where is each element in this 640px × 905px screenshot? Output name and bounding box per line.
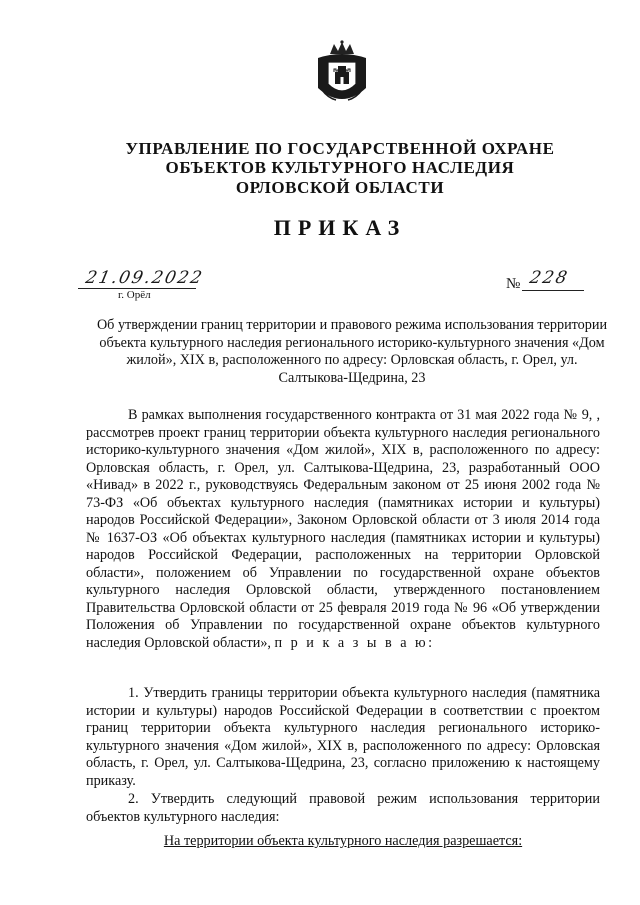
number-underline — [522, 290, 584, 291]
handwritten-number: 228 — [527, 268, 571, 288]
number-sign: № — [506, 276, 521, 292]
document-type-title: ПРИКАЗ — [273, 215, 407, 240]
agency-name-line-1: УПРАВЛЕНИЕ ПО ГОСУДАРСТВЕННОЙ ОХРАНЕ — [125, 139, 555, 158]
preamble-paragraph — [86, 407, 600, 652]
coat-of-arms-icon — [314, 40, 370, 110]
handwritten-date: 21.09.2022 — [83, 268, 206, 288]
preamble-text: В рамках выполнения государственного контракта от 31 мая 2022 года № 9, , рассмотрев проект границ территории объекта культурного наследия регионального историко-культурного значения «Дом жилой», XIX в, расположенного по адресу: Орловская область, г. Орел, ул. Салтыкова-Щедрина, 23, разработанный ООО «Нивад» в 2022 г., руководствуясь Федеральным законом от 25 июня 2002 года № 73-ФЗ «Об объектах культурного наследия (памятниках истории и культуры) народов Российской Федерации», Законом Орловской области от 3 июля 2014 года № 1637-ОЗ «Об объектах культурного наследия (памятниках истории и культуры) народов Российской Федерации, расположенных на территории Орловской области», положением об Управлении по государственной охране объектов культурного наследия Орловской области, утвержденного постановлением Правительства Орловской области от 25 февраля 2019 года № 96 «Об утверждении Положения об Управлении по государственной охране объектов культурного наследия Орловской области», — [86, 407, 600, 651]
order-subject: Об утверждении границ территории и правового режима использования территории объекта культурного наследия регионального историко-культурного значения «Дом жилой», XIX в, расположенного по адресу: Орловская область, г. Орел, ул. Салтыкова-Щедрина, 23 — [96, 317, 608, 386]
agency-name-line-2: ОБЪЕКТОВ КУЛЬТУРНОГО НАСЛЕДИЯ — [165, 158, 515, 177]
city-label: г. Орёл — [118, 289, 151, 301]
agency-name-line-3: ОРЛОВСКОЙ ОБЛАСТИ — [235, 178, 445, 197]
order-item-1: 1. Утвердить границы территории объекта культурного наследия (памятника истории и культуры) народов Российской Федерации в соответствии с проектом границ территории объекта культурного наследия регионального историко-культурного значения «Дом жилой», XIX в, расположенного по адресу: Орловская область, г. Орел, ул. Салтыкова-Щедрина, 23, согласно приложению к настоящему приказу. — [86, 685, 600, 789]
order-item-2: 2. Утвердить следующий правовой режим использования территории объектов культурного наследия: — [86, 791, 600, 825]
permitted-heading: На территории объекта культурного наследия разрешается: — [163, 833, 523, 849]
order-word: п р и к а з ы в а ю: — [274, 634, 435, 651]
